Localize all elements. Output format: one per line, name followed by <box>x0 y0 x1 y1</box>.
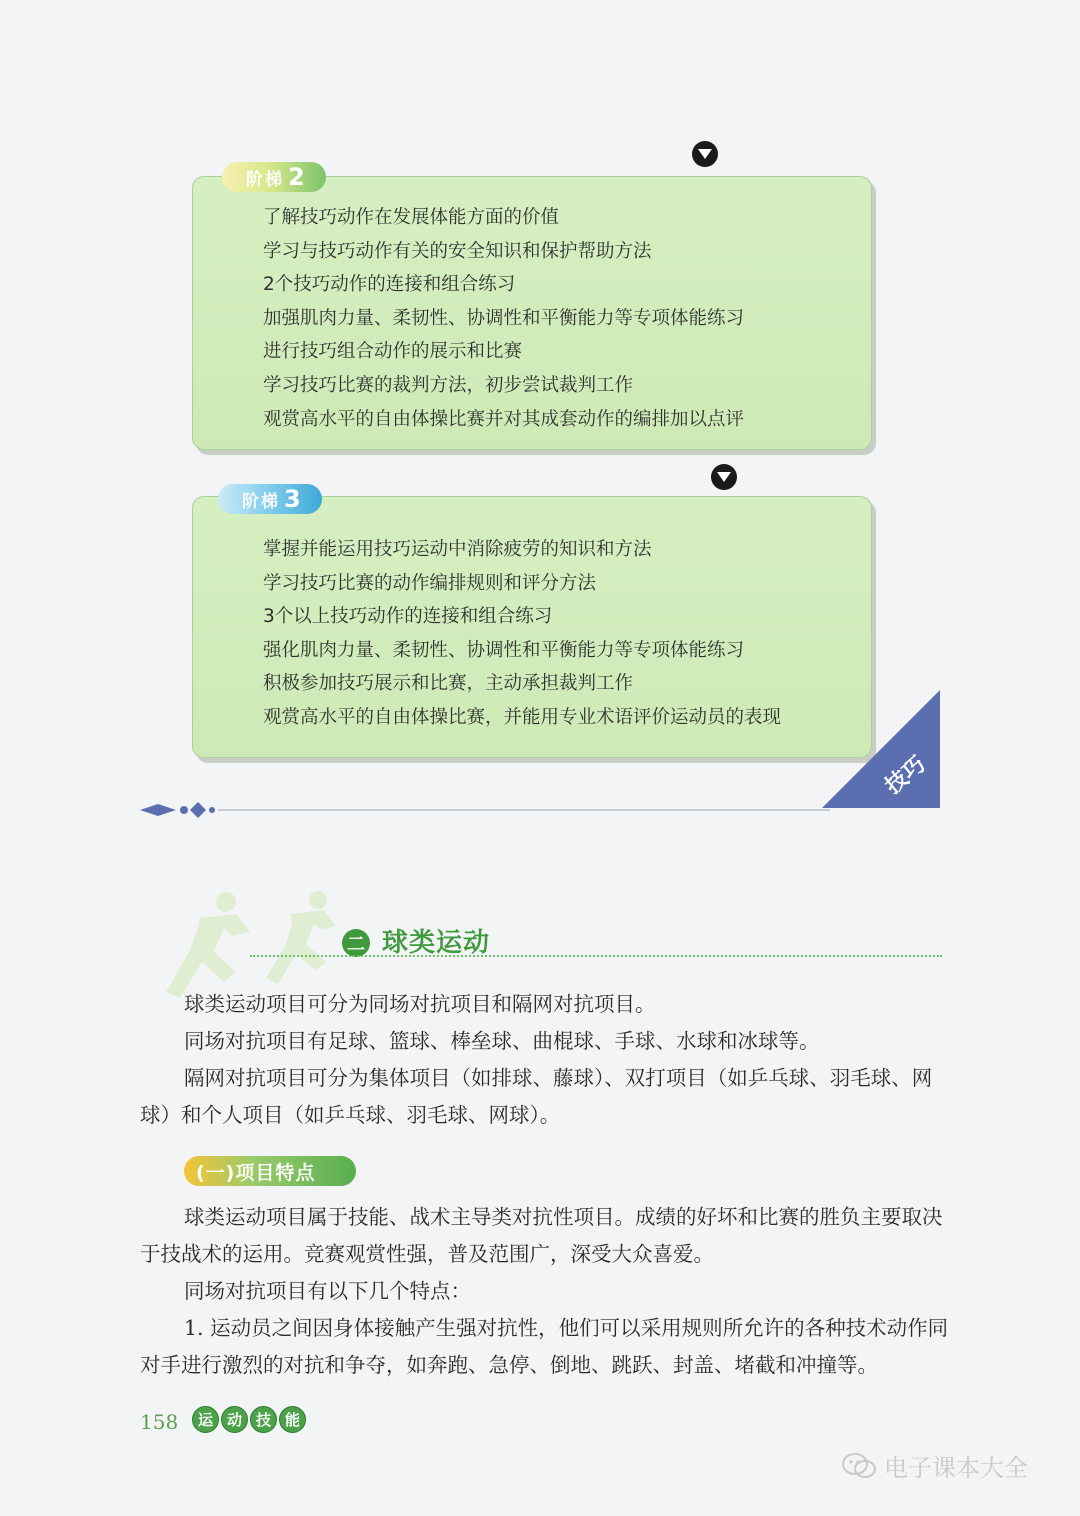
level-3-items <box>263 533 781 735</box>
intro-text <box>140 986 950 1134</box>
section-rule <box>250 955 942 957</box>
features-text <box>140 1199 950 1384</box>
list-item: 学习技巧比赛的动作编排规则和评分方法 <box>263 572 597 594</box>
level-tab-label: 阶梯 <box>242 491 280 512</box>
watermark-text: 电子课本大全 <box>884 1454 1028 1482</box>
section-number-badge: 二 <box>342 929 370 957</box>
level-tab-number: 2 <box>288 163 307 191</box>
title-char: 能 <box>279 1406 306 1433</box>
level-2-box <box>192 176 872 450</box>
title-char: 技 <box>250 1406 277 1433</box>
list-item: 了解技巧动作在发展体能方面的价值 <box>263 207 560 228</box>
list-item: 掌握并能运用技巧运动中消除疲劳的知识和方法 <box>263 539 652 560</box>
level-2-items <box>263 201 744 436</box>
list-item: 学习技巧比赛的裁判方法，初步尝试裁判工作 <box>263 374 634 396</box>
title-char: 动 <box>221 1406 248 1433</box>
list-item: 进行技巧组合动作的展示和比赛 <box>263 341 523 363</box>
down-arrow-icon <box>711 464 737 490</box>
paragraph: 球类运动项目属于技能、战术主导类对抗性项目。成绩的好坏和比赛的胜负主要取决于技战术的运用。竞赛观赏性强，普及范围广，深受大众喜爱。 <box>140 1205 943 1266</box>
list-item: 强化肌肉力量、柔韧性、协调性和平衡能力等专项体能练习 <box>263 639 745 661</box>
level-tab-number: 3 <box>284 485 303 513</box>
corner-badge-text: 技巧 <box>880 751 931 800</box>
list-item: 加强肌肉力量、柔韧性、协调性和平衡能力等专项体能练习 <box>263 307 745 329</box>
list-item: 观赏高水平的自由体操比赛并对其成套动作的编排加以点评 <box>263 408 745 430</box>
watermark <box>842 1448 1028 1483</box>
subsection-heading: (一)项目特点 <box>184 1156 356 1186</box>
book-title-label <box>192 1406 306 1433</box>
level-2-tab <box>222 162 326 192</box>
level-3-box <box>192 496 872 758</box>
list-item: 积极参加技巧展示和比赛，主动承担裁判工作 <box>263 673 634 695</box>
level-3-tab <box>218 484 322 514</box>
title-char: 运 <box>192 1406 219 1433</box>
list-item: 观赏高水平的自由体操比赛，并能用专业术语评价运动员的表现 <box>263 706 782 728</box>
wechat-icon <box>842 1452 876 1480</box>
ornament-divider <box>140 800 940 820</box>
corner-badge <box>822 690 940 808</box>
list-item: 3个以上技巧动作的连接和组合练习 <box>263 606 553 628</box>
paragraph: 球类运动项目可分为同场对抗项目和隔网对抗项目。 <box>184 992 656 1016</box>
paragraph: 1. 运动员之间因身体接触产生强对抗性，他们可以采用规则所允许的各种技术动作同对手进行激烈的对抗和争夺，如奔跑、急停、倒地、跳跃、封盖、堵截和冲撞等。 <box>140 1316 949 1377</box>
list-item: 学习与技巧动作有关的安全知识和保护帮助方法 <box>263 240 652 262</box>
list-item: 2个技巧动作的连接和组合练习 <box>263 274 516 296</box>
down-arrow-icon <box>692 141 718 167</box>
level-tab-label: 阶梯 <box>246 169 284 190</box>
page-number: 158 <box>140 1410 179 1434</box>
section-title: 球类运动 <box>382 928 491 958</box>
paragraph: 隔网对抗项目可分为集体项目（如排球、藤球）、双打项目（如乒乓球、羽毛球、网球）和个人项目（如乒乓球、羽毛球、网球）。 <box>140 1066 933 1127</box>
paragraph: 同场对抗项目有足球、篮球、棒垒球、曲棍球、手球、水球和冰球等。 <box>184 1029 820 1053</box>
paragraph: 同场对抗项目有以下几个特点： <box>184 1279 471 1303</box>
